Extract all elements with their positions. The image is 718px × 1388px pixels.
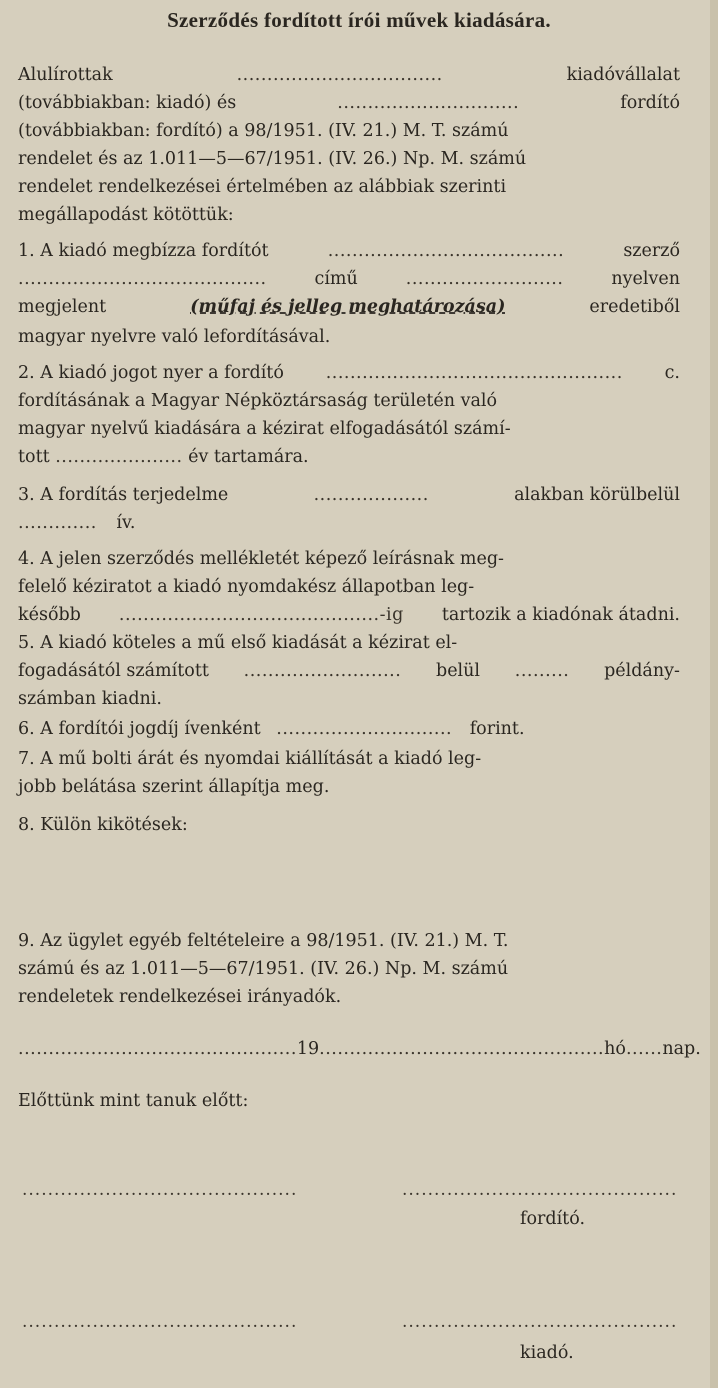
text: belül [436, 661, 481, 681]
translator-signature-line: ........................................... [402, 1180, 678, 1200]
intro-line-4: rendelet és az 1.011—5—67/1951. (IV. 26.) Np. M. számú [18, 149, 527, 169]
text: alakban körülbelül [514, 485, 680, 505]
scan-edge [710, 0, 718, 1388]
text: tott [18, 447, 50, 467]
text: forint. [469, 719, 525, 739]
intro-line-6: megállapodást kötöttük: [18, 205, 234, 225]
clause-6 [18, 718, 680, 740]
intro-line-5: rendelet rendelkezései értelmében az alábbiak szerinti [18, 177, 507, 197]
intro-line-3: (továbbiakban: fordító) a 98/1951. (IV. 21.) M. T. számú [18, 121, 509, 141]
clause-3-line-1 [18, 484, 680, 506]
clause-1-line-3 [18, 296, 680, 318]
clause-9-line-1: 9. Az ügylet egyéb feltételeire a 98/1951. (IV. 21.) M. T. [18, 931, 509, 951]
clause-9-line-2: számú és az 1.011—5—67/1951. (IV. 26.) Np. M. számú [18, 959, 509, 979]
clause-5-line-2 [18, 660, 680, 682]
date-line [18, 1038, 701, 1060]
text: ív. [116, 513, 136, 533]
document-title: Szerződés fordított írói művek kiadására. [167, 8, 551, 32]
publisher-label: kiadó. [520, 1343, 574, 1363]
witness-1-signature-line: ........................................... [22, 1180, 298, 1200]
fill-line: ............................................... [319, 1039, 605, 1059]
fill-line: ..................... [55, 447, 183, 467]
text: később [18, 605, 81, 625]
text: nyelven [611, 269, 680, 289]
clause-2-line-1 [18, 362, 680, 384]
publisher-signature-line: ........................................... [402, 1312, 678, 1332]
genre-note: (műfaj és jelleg meghatározása) [190, 297, 506, 317]
clause-1-line-4: magyar nyelvre való lefordításával. [18, 327, 331, 347]
text: fogadásától számított [18, 661, 209, 681]
text: 6. A fordítói jogdíj ívenként [18, 719, 261, 739]
clause-2-line-4 [18, 446, 680, 468]
text: megjelent [18, 297, 107, 317]
text: 2. A kiadó jogot nyer a fordító [18, 363, 284, 383]
intro-line-2 [18, 92, 680, 114]
clause-2-line-3: magyar nyelvű kiadására a kézirat elfogadásától számí- [18, 419, 511, 439]
clause-4-line-1: 4. A jelen szerződés mellékletét képező leírásnak meg- [18, 549, 504, 569]
witness-2-signature-line: ........................................... [22, 1312, 298, 1332]
text: tartozik a kiadónak átadni. [441, 605, 680, 625]
fill-line: ......................................... [18, 269, 267, 289]
intro-line-1 [18, 64, 680, 86]
clause-1-line-1 [18, 240, 680, 262]
fill-line: .................................. [236, 65, 443, 85]
clause-2-line-2: fordításának a Magyar Népköztársaság területén való [18, 391, 498, 411]
text: Alulírottak [18, 65, 113, 85]
fill-line: ...... [625, 1039, 663, 1059]
fill-line: ...........................................-ig [118, 605, 404, 625]
year-prefix: 19 [296, 1039, 320, 1059]
clause-4-line-2: felelő kéziratot a kiadó nyomdakész állapotban leg- [18, 577, 475, 597]
fill-line: .......................... [243, 661, 402, 681]
text: szerző [623, 241, 680, 261]
witness-line: Előttünk mint tanuk előtt: [18, 1091, 249, 1111]
clause-7-line-1: 7. A mű bolti árát és nyomdai kiállítását a kiadó leg- [18, 749, 482, 769]
fill-line: ................... [313, 485, 429, 505]
text: nap. [662, 1039, 701, 1059]
text: hó [604, 1039, 626, 1059]
text: év tartamára. [188, 447, 309, 467]
text: kiadóvállalat [566, 65, 680, 85]
fill-line: ............................. [276, 719, 453, 739]
fill-line: ................................................. [325, 363, 623, 383]
fill-line: .......................... [405, 269, 564, 289]
fill-line: .............................. [337, 93, 520, 113]
text: c. [664, 363, 680, 383]
text: fordító [620, 93, 680, 113]
clause-3-line-2 [18, 512, 680, 534]
fill-line: ............. [18, 513, 97, 533]
clause-5-line-1: 5. A kiadó köteles a mű első kiadását a kézirat el- [18, 633, 458, 653]
fill-line: ....................................... [327, 241, 565, 261]
text: eredetiből [589, 297, 680, 317]
clause-4-line-3 [18, 604, 680, 626]
text: című [314, 269, 358, 289]
clause-5-line-3: számban kiadni. [18, 689, 162, 709]
clause-7-line-2: jobb belátása szerint állapítja meg. [18, 777, 330, 797]
text: 3. A fordítás terjedelme [18, 485, 229, 505]
text: (továbbiakban: kiadó) és [18, 93, 237, 113]
fill-line: .............................................. [18, 1039, 297, 1059]
translator-label: fordító. [520, 1209, 586, 1229]
text: példány- [604, 661, 680, 681]
clause-9-line-3: rendeletek rendelkezései irányadók. [18, 987, 342, 1007]
text: 1. A kiadó megbízza fordítót [18, 241, 269, 261]
clause-1-line-2 [18, 268, 680, 290]
fill-line: ......... [514, 661, 570, 681]
clause-8: 8. Külön kikötések: [18, 815, 188, 835]
